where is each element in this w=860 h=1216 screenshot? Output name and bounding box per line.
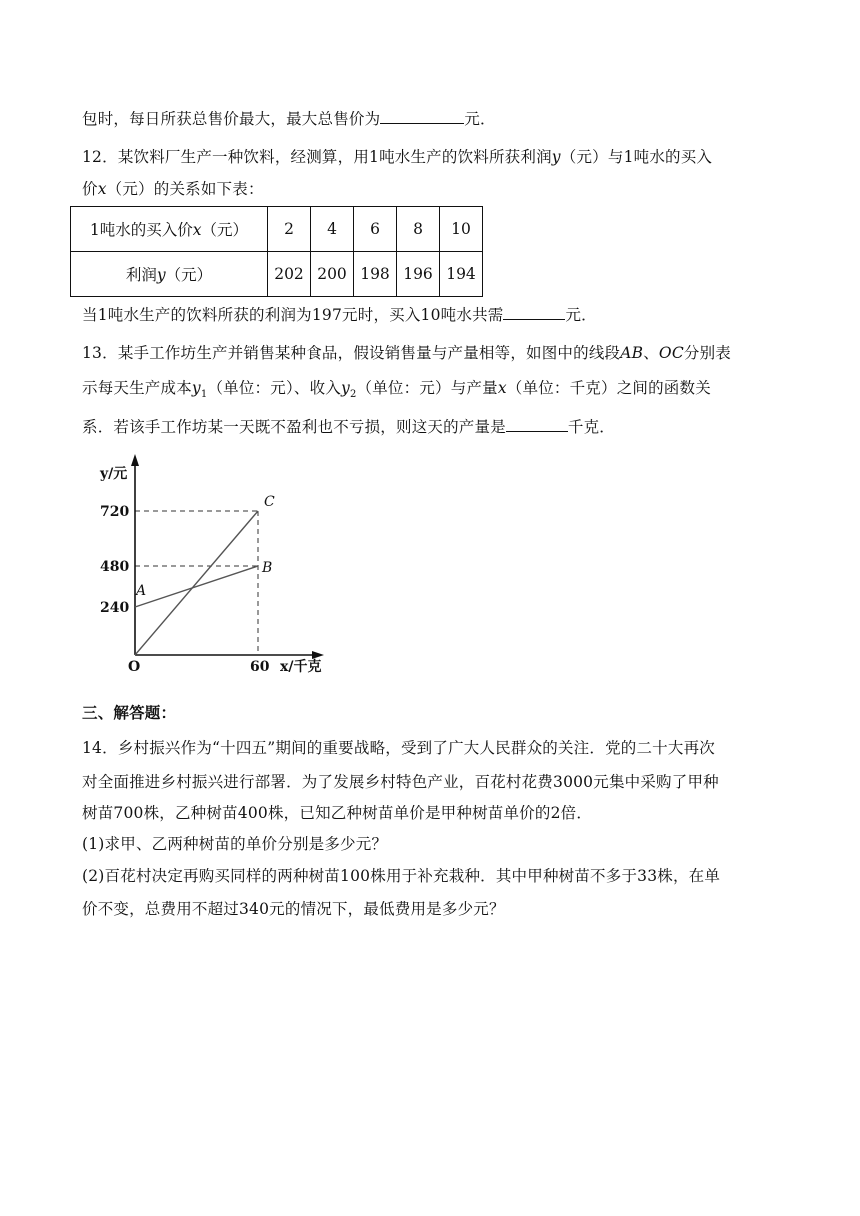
prev-question-tail [82,108,496,130]
q12-answer-suffix: 元． [565,306,597,324]
section-title: 三、解答题： [82,703,177,722]
q13-line-3 [82,416,615,438]
table-label-unit: （元） [201,221,249,239]
q13-text-1: 13．某手工作坊生产并销售某种食品，假设销售量与产量相等，如图中的线段 [82,344,621,362]
y-axis-label: y/元 [100,466,128,482]
q13-segment-ab: AB [620,344,644,362]
q13-text-1-tail: 分别表 [683,344,731,362]
table-label-var: y [156,266,166,284]
q13-var-y2: y [341,379,350,397]
y-tick-label: 480 [100,559,130,575]
q12-text-1-tail: （元）与1吨水的买入 [560,148,713,166]
x-axis-arrow-icon [312,651,324,659]
table-row-label-price [71,207,268,252]
q13-text-3: 系．若该手工作坊某一天既不盈利也不亏损，则这天的产量是 [82,418,506,436]
table-cell: 10 [440,207,483,252]
table-cell: 196 [397,252,440,297]
table-cell: 8 [397,207,440,252]
q12-text-2-tail: （元）的关系如下表： [106,180,264,198]
table-cell: 4 [311,207,354,252]
q13-text-2-mid: （单位：元）、收入 [207,379,341,397]
q13-line-2 [82,377,711,406]
y-tick-label: 720 [100,504,130,520]
q12-text-2-pre: 价 [82,180,98,198]
point-a-label: A [136,583,147,599]
segment-oc [135,511,258,655]
table-cell: 2 [268,207,311,252]
table-row [71,207,483,252]
q14-line-3: 树苗700株，乙种树苗400株，已知乙种树苗单价是甲种树苗单价的2倍． [82,804,593,822]
q13-text-2-mid2: （单位：元）与产量 [356,379,498,397]
answer-blank [506,417,568,432]
prev-question-text: 包时，每日所获总售价最大，最大总售价为 [82,110,381,128]
q13-var-y1: y [191,379,201,397]
table-row [71,252,483,297]
q14-part-2-line-1: (2)百花村决定再购买同样的两种树苗100株用于补充栽种．其中甲种树苗不多于33株，在单 [82,867,721,885]
table-cell: 202 [268,252,311,297]
q13-segment-oc: OC [658,344,684,362]
y-tick-label: 240 [100,600,130,616]
answer-blank [503,305,565,320]
q13-sub-1: 1 [200,389,208,401]
q13-sub-2: 2 [349,389,357,401]
q13-text-2-pre: 示每天生产成本 [82,379,192,397]
q12-line-2 [82,178,264,200]
q13-var-x: x [497,379,507,397]
q14-line-2: 对全面推进乡村振兴进行部署．为了发展乡村特色产业，百花村花费3000元集中采购了甲种 [82,773,719,791]
origin-label: O [128,659,141,675]
table-cell: 198 [354,252,397,297]
segment-ab [135,566,258,607]
answer-blank [380,109,464,124]
q14-part-2-line-2: 价不变，总费用不超过340元的情况下，最低费用是多少元？ [82,900,505,918]
q12-data-table [70,206,483,297]
q12-line-1 [82,146,712,168]
q12-var-x: x [97,180,107,198]
q12-var-y: y [551,148,561,166]
q12-text-1: 12．某饮料厂生产一种饮料，经测算，用1吨水生产的饮料所获利润 [82,148,552,166]
q13-separator: 、 [643,344,659,362]
y-axis-arrow-icon [131,454,139,466]
table-row-label-profit [71,252,268,297]
x-axis-label: x/千克 [280,659,322,675]
q13-text-3-suffix: 千克． [567,418,616,436]
table-cell: 194 [440,252,483,297]
table-label-text: 1吨水的买入价 [89,221,193,239]
q14-line-1: 14．乡村振兴作为“十四五”期间的重要战略，受到了广大人民群众的关注．党的二十大再次 [82,739,715,757]
q14-part-1: (1)求甲、乙两种树苗的单价分别是多少元？ [82,835,388,853]
q13-line-1 [82,342,731,364]
table-label-unit: （元） [165,266,213,284]
prev-question-suffix: 元． [464,110,496,128]
table-label-text: 利润 [125,266,157,284]
table-cell: 6 [354,207,397,252]
q12-answer-text: 当1吨水生产的饮料所获的利润为197元时，买入10吨水共需 [82,306,504,324]
q13-function-graph [80,448,350,678]
q12-answer-line [82,304,597,326]
table-cell: 200 [311,252,354,297]
point-b-label: B [262,560,273,576]
q13-text-2-tail: （单位：千克）之间的函数关 [506,379,711,397]
point-c-label: C [264,494,275,510]
table-label-var: x [192,221,202,239]
x-tick-label: 60 [250,659,270,675]
